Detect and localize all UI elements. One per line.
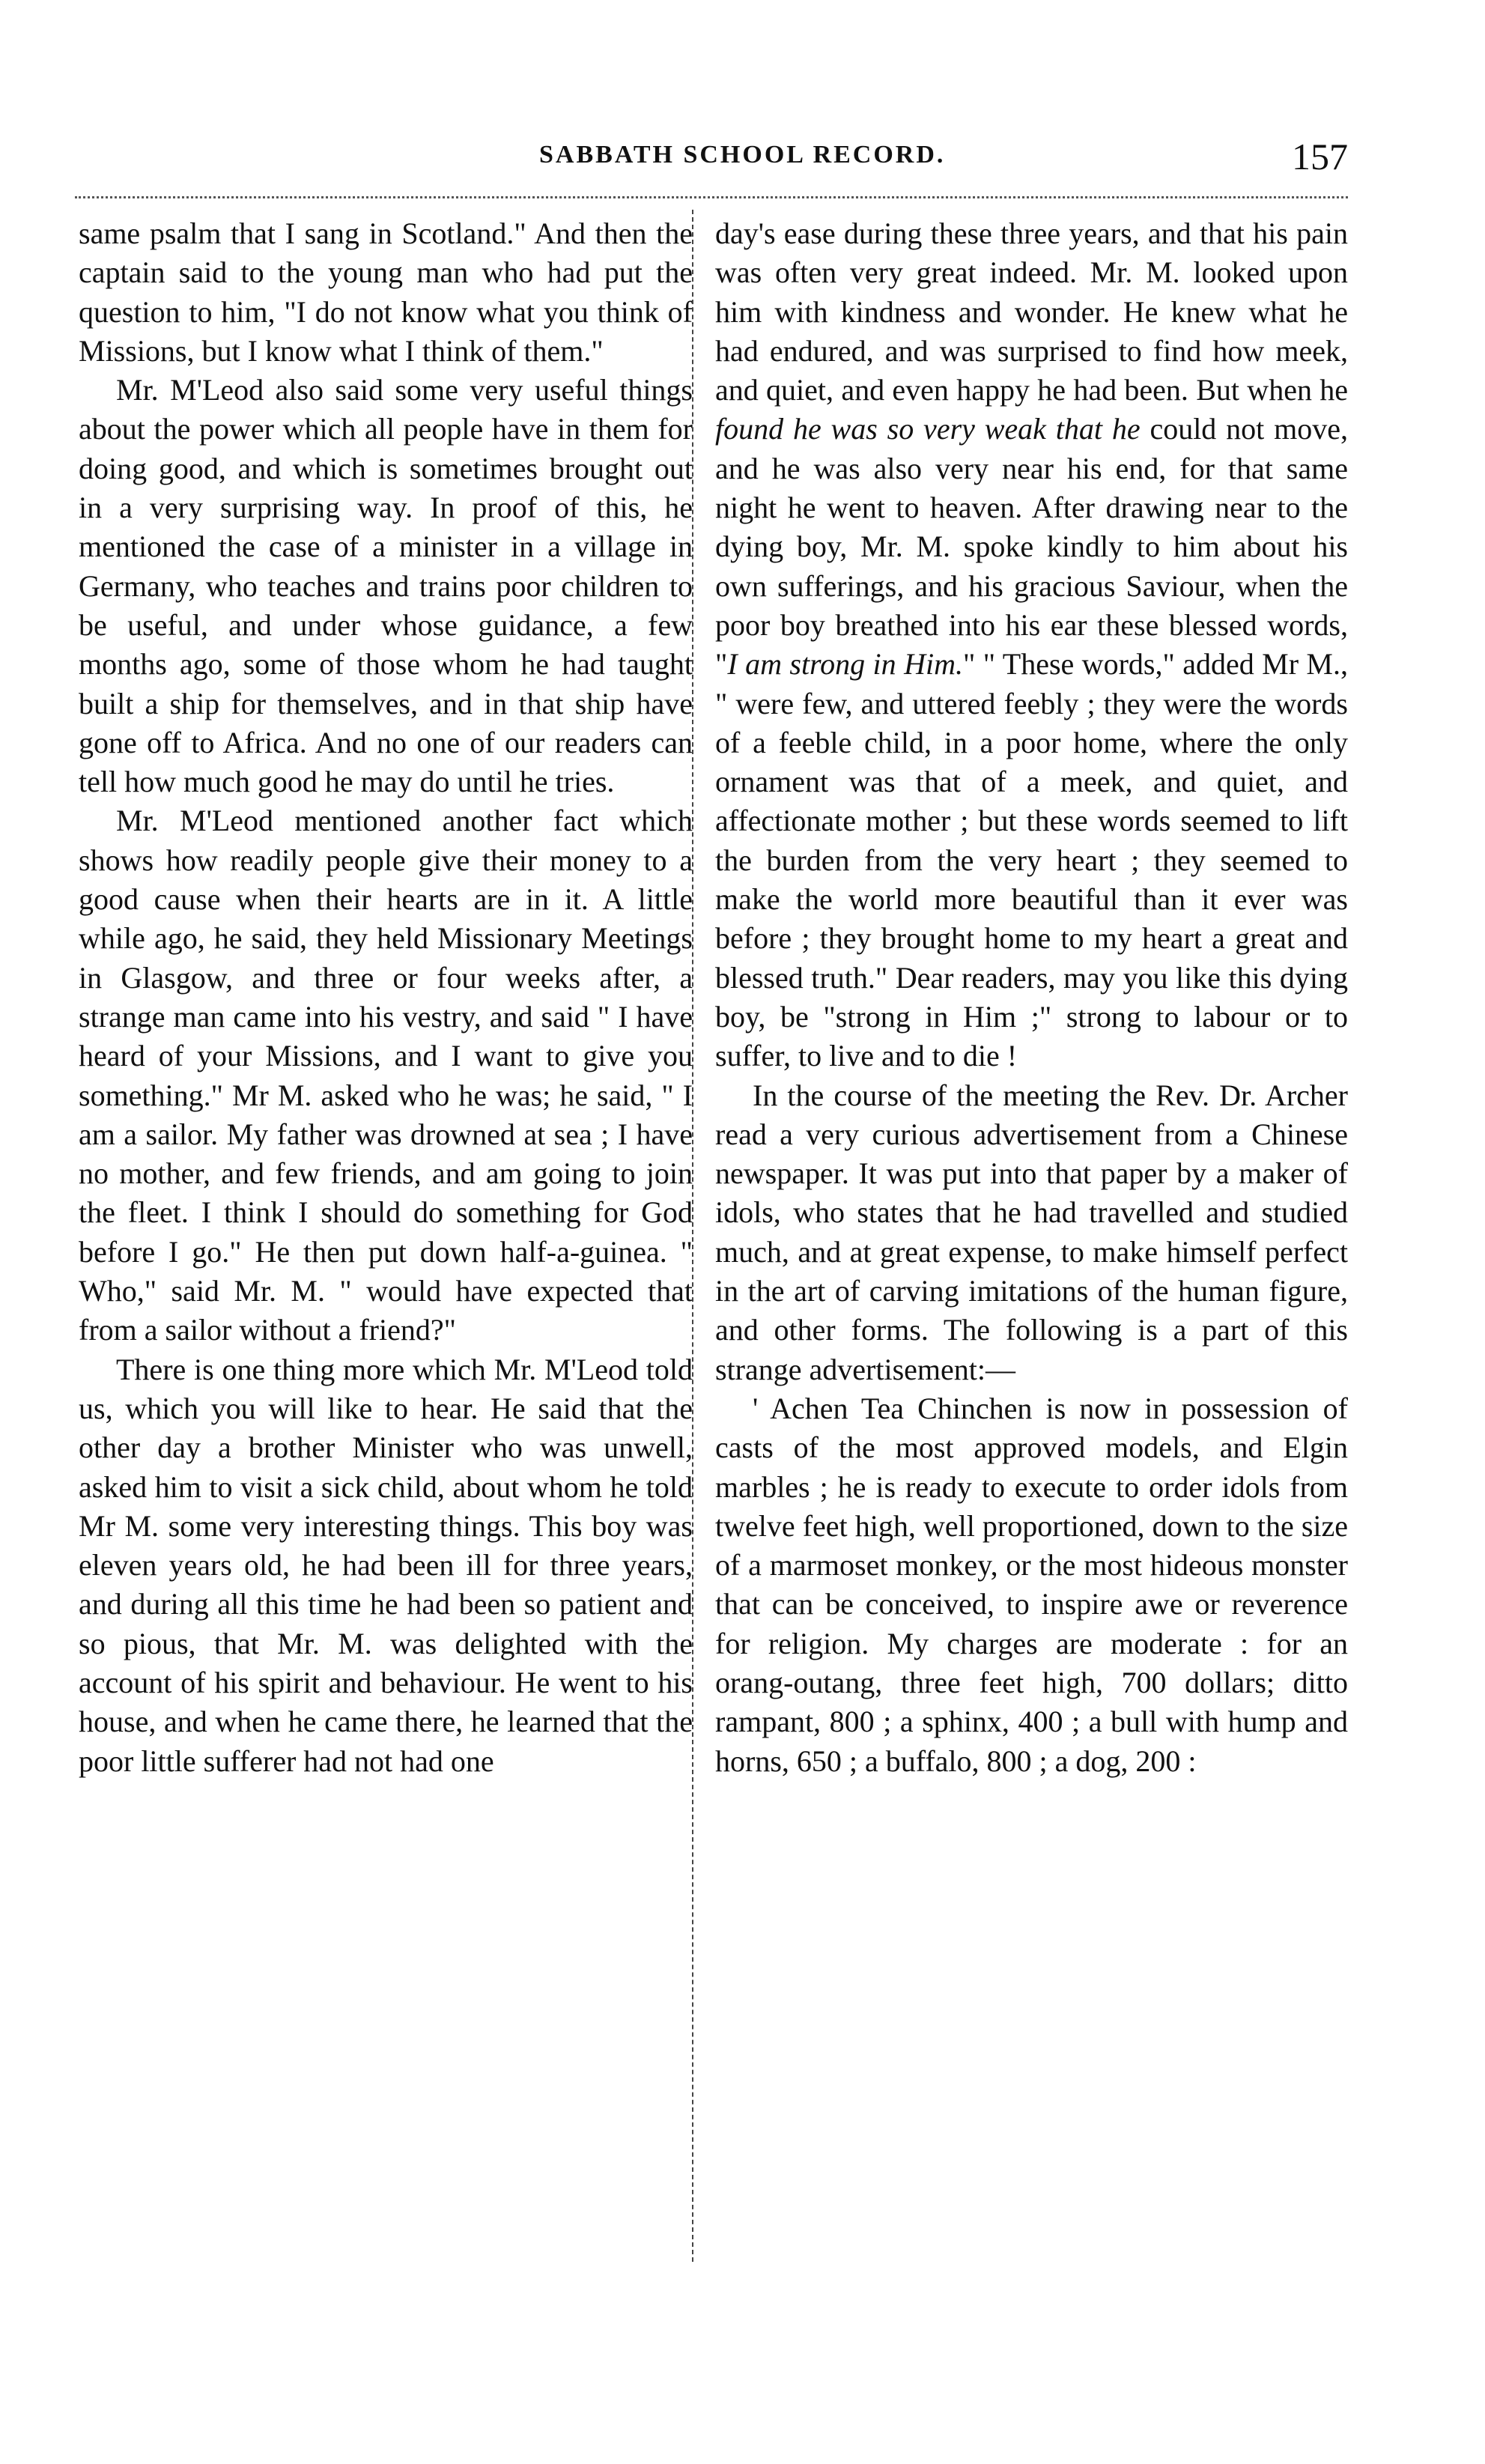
text-run: could not move, and he was also very near his end, for that same night he went to heaven. After drawing near to the dying boy, Mr. M. spoke kindly to him about his own sufferings, and his gracious Saviour, when the poor boy breathed into his ear these blessed words, " xyxy=(715,412,1348,682)
page-number: 157 xyxy=(1292,136,1348,177)
paragraph: In the course of the meeting the Rev. Dr. Archer read a very curious advertisement from a Chinese newspaper. It was put into that paper by a maker of idols, who states that he had travelled and studied much, and at great expense, to make himself perfect in the art of carving imitations of the human figure, and other forms. The following is a part of this strange advertisement:— xyxy=(715,1078,1348,1386)
paragraph: Mr. M'Leod mentioned another fact which shows how readily people give their money to a good cause when their hearts are in it. A little while ago, he said, they held Missionary Meetings in Glasgow, and three or four weeks after, a strange man came into his vestry, and said " I have heard of your Missions, and I want to give you something." Mr M. asked who he was; he said, " I am a sailor. My father was drowned at sea ; I have no mother, and few friends, and am going to join the fleet. I think I should do something for God before I go." He then put down half-a-guinea. " Who," said Mr. M. " would have expected that from a sailor without a friend?" xyxy=(79,804,693,1347)
page-header xyxy=(539,136,1348,193)
header-rule xyxy=(75,196,1348,198)
paragraph: same psalm that I sang in Scotland." And then the captain said to the young man who had put the question to him, "I do not know what you think of Missions, but I know what I think of them." xyxy=(79,216,693,368)
left-column xyxy=(79,214,693,1781)
paragraph: ' Achen Tea Chinchen is now in possession of casts of the most approved models, and Elgin marbles ; he is ready to execute to order idols from twelve feet high, well proportioned, down to the size of a marmoset monkey, or the most hideous monster that can be conceived, to inspire awe or reverence for religion. My charges are moderate : for an orang-outang, three feet high, 700 dollars; ditto rampant, 800 ; a sphinx, 400 ; a bull with hump and horns, 650 ; a buffalo, 800 ; a dog, 200 : xyxy=(715,1391,1348,1778)
italic-quote: I am strong in Him. xyxy=(727,647,963,682)
paragraph: Mr. M'Leod also said some very useful things about the power which all people have in them for doing good, and which is sometimes brought out in a very surprising way. In proof of this, he mentioned the case of a minister in a village in Germany, who teaches and trains poor children to be useful, and under whose guidance, a few months ago, some of those whom he had taught built a ship for themselves, and in that ship have gone off to Africa. And no one of our readers can tell how much good he may do until he tries. xyxy=(79,373,693,799)
italic-text: found he was so very weak that he xyxy=(715,412,1141,446)
paragraph: There is one thing more which Mr. M'Leod told us, which you will like to hear. He said that the other day a brother Minister who was unwell, asked him to visit a sick child, about whom he told Mr M. some very interesting things. This boy was eleven years old, he had been ill for three years, and during all this time he had been so patient and so pious, that Mr. M. was delighted with the account of his spirit and behaviour. He went to his house, and when he came there, he learned that the poor little sufferer had not had one xyxy=(79,1352,693,1778)
column-divider xyxy=(692,210,693,2262)
text-run: day's ease during these three years, and that his pain was often very great indeed. Mr. M. looked upon him with kindness and wonder. He knew what he had endured, and was surprised to find how meek, and quiet, and even happy he had been. But when he xyxy=(715,216,1348,407)
right-column xyxy=(715,214,1348,1781)
running-head: SABBATH SCHOOL RECORD. xyxy=(539,141,946,169)
text-run: " " These words," added Mr M., " were few, and uttered feebly ; they were the words of a feeble child, in a poor home, where the only ornament was that of a meek, and quiet, and affectionate mother ; but these words seemed to lift the burden from the very heart ; they seemed to make the world more beautiful than it ever was before ; they brought home to my heart a great and blessed truth." Dear readers, may you like this dying boy, be "strong in Him ;" strong to labour or to suffer, to live and to die ! xyxy=(715,647,1349,1073)
paragraph xyxy=(715,214,1348,1076)
